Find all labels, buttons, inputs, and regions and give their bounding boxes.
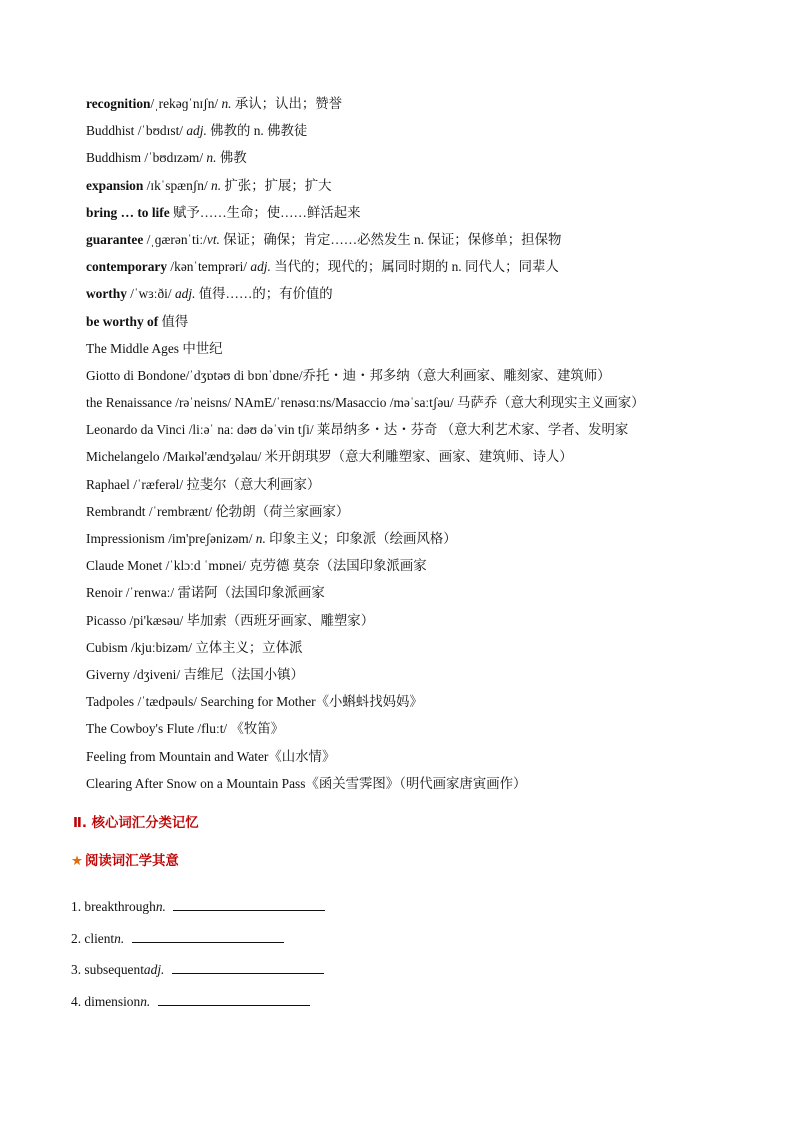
part-of-speech: n.	[255, 531, 266, 546]
phonetic: Buddhism /ˈbʊdɪzəm/	[86, 150, 207, 166]
vocab-entry	[86, 611, 776, 638]
vocab-entry	[86, 312, 776, 339]
meaning: 毕加索（西班牙画家、雕塑家）	[186, 612, 375, 628]
headword: guarantee	[86, 231, 144, 247]
exercise-list	[71, 896, 325, 1022]
answer-blank[interactable]	[173, 896, 325, 911]
phonetic: the Renaissance /rəˈneisns/ NAmE/ˈrenəsɑːns/Masaccio /məˈsaːtʃəu/	[86, 395, 458, 411]
phonetic: /ɪkˈspænʃn/	[143, 177, 212, 193]
part-of-speech: adj.	[174, 286, 196, 302]
phonetic: Feeling from Mountain and Water	[86, 748, 269, 764]
meaning: 伦勃朗（荷兰家画家）	[215, 503, 350, 519]
vocab-entry	[86, 583, 776, 610]
vocab-entry	[86, 747, 776, 774]
subsection-heading	[71, 850, 179, 869]
meaning: 赋予……生命；使……鲜活起来	[173, 204, 361, 220]
phonetic: Impressionism /im'preʃənizəm/	[86, 531, 256, 546]
vocab-entry	[86, 475, 776, 502]
phonetic: Michelangelo /Maɪkəl'ændʒəlau/	[86, 449, 265, 465]
answer-blank[interactable]	[158, 991, 310, 1006]
part-of-speech: n.	[221, 96, 232, 111]
exercise-word: client	[84, 930, 115, 946]
star-icon: ★	[71, 854, 84, 869]
vocab-entry	[86, 257, 776, 284]
meaning: 佛教	[216, 150, 247, 166]
meaning: 佛教的 n. 佛教徒	[206, 123, 308, 139]
meaning: 米开朗琪罗（意大利雕塑家、画家、建筑师、诗人）	[264, 449, 573, 465]
meaning: 当代的；现代的；属同时期的 n. 同代人；同辈人	[270, 259, 559, 275]
answer-blank[interactable]	[172, 959, 324, 974]
phonetic: Rembrandt /ˈrembrænt/	[86, 503, 216, 519]
exercise-pos: n.	[155, 899, 166, 914]
headword: contemporary	[86, 259, 168, 275]
meaning: 值得……的；有价值的	[195, 286, 333, 302]
phonetic: Clearing After Snow on a Mountain Pass	[86, 775, 306, 791]
meaning: 马萨乔（意大利现实主义画家）	[457, 395, 645, 411]
vocab-entry	[86, 719, 776, 746]
meaning: 拉斐尔（意大利画家）	[186, 476, 321, 492]
subsection-title: 阅读词汇学其意	[85, 854, 179, 869]
vocab-entry	[86, 556, 776, 583]
part-of-speech: adj.	[250, 259, 271, 275]
vocab-entry	[86, 366, 776, 393]
headword: expansion	[86, 177, 144, 193]
exercise-word: dimension	[84, 993, 141, 1009]
phonetic: The Middle Ages	[86, 340, 183, 356]
vocab-entry	[86, 502, 776, 529]
vocab-entry	[86, 230, 776, 257]
headword: worthy	[86, 286, 127, 302]
vocabulary-list	[86, 94, 776, 801]
meaning: 《函关雪霁图》（明代画家唐寅画作）	[305, 775, 527, 791]
meaning: 雷诺阿（法国印象派画家	[177, 585, 325, 601]
exercise-pos: n.	[140, 993, 151, 1009]
meaning: 《牧笛》	[230, 721, 285, 737]
phonetic: /ˌɡærənˈtiː/	[143, 231, 207, 247]
part-of-speech: n.	[211, 177, 222, 193]
meaning: 印象主义；印象派（绘画风格）	[265, 531, 457, 546]
exercise-pos: adj.	[143, 962, 165, 977]
part-of-speech: n.	[206, 150, 217, 166]
vocab-entry	[86, 176, 776, 203]
answer-blank[interactable]	[132, 928, 284, 943]
vocab-entry	[86, 638, 776, 665]
phonetic: /ˈwɜːði/	[126, 286, 175, 302]
exercise-item	[71, 896, 325, 928]
vocab-entry	[86, 665, 776, 692]
exercise-number: 4.	[71, 993, 82, 1009]
exercise-number: 2.	[71, 930, 82, 946]
phonetic: Giverny /dʒiveni/	[86, 666, 184, 682]
vocab-entry	[86, 203, 776, 230]
vocab-entry	[86, 692, 776, 719]
meaning: 《小蝌蚪找妈妈》	[315, 694, 423, 710]
vocab-entry	[86, 393, 776, 420]
meaning: 承认；认出；赞誉	[231, 96, 343, 111]
phonetic: Renoir /ˈrenwaː/	[86, 585, 178, 601]
vocab-entry	[86, 148, 776, 175]
phonetic: /ˌrekəɡˈnɪʃn/	[150, 96, 222, 111]
vocab-entry	[86, 420, 776, 447]
headword: recognition	[86, 96, 151, 111]
exercise-item	[71, 991, 325, 1023]
headword: bring … to life	[86, 204, 170, 220]
exercise-item	[71, 928, 325, 960]
part-of-speech: adj.	[186, 123, 207, 139]
meaning: 吉维尼（法国小镇）	[183, 666, 304, 682]
phonetic: Leonardo da Vinci /liːəˈ naː dəʊ dəˈvin tʃi/	[86, 422, 317, 438]
vocab-entry	[86, 121, 776, 148]
phonetic: Claude Monet /ˈklɔːd ˈmɒnei/	[86, 558, 250, 574]
exercise-number: 1.	[71, 899, 82, 914]
exercise-number: 3.	[71, 962, 82, 977]
phonetic: /kənˈtemprəri/	[167, 259, 251, 275]
phonetic: Tadpoles /ˈtædpəuls/ Searching for Mother	[86, 694, 316, 710]
meaning: 立体主义；立体派	[195, 639, 303, 655]
meaning: 克劳德 莫奈（法国印象派画家	[249, 558, 427, 574]
phonetic: Giotto di Bondone/ˈdʒɒtəʊ di bɒnˈdɒne/	[86, 367, 303, 383]
vocab-entry	[86, 339, 776, 366]
exercise-word: breakthrough	[84, 899, 156, 914]
headword: be worthy of	[86, 313, 159, 329]
vocab-entry	[86, 774, 776, 801]
part-of-speech: vt.	[206, 231, 220, 247]
phonetic: The Cowboy's Flute /fluːt/	[86, 721, 231, 737]
exercise-item	[71, 959, 325, 991]
phonetic: Cubism /kjuːbizəm/	[86, 639, 196, 655]
meaning: 《山水情》	[268, 748, 336, 764]
meaning: 扩张；扩展；扩大	[221, 177, 332, 193]
section-heading: Ⅱ. 核心词汇分类记忆	[73, 816, 199, 831]
vocab-entry	[86, 529, 776, 556]
vocab-entry	[86, 94, 776, 121]
exercise-word: subsequent	[84, 962, 144, 977]
meaning: 莱昂纳多・达・芬奇 （意大利艺术家、学者、发明家	[316, 422, 629, 438]
meaning: 保证；确保；肯定……必然发生 n. 保证；保修单；担保物	[219, 231, 562, 247]
phonetic: Raphael /ˈræferəl/	[86, 476, 187, 492]
meaning: 乔托・迪・邦多纳（意大利画家、雕刻家、建筑师）	[302, 367, 611, 383]
meaning: 中世纪	[182, 340, 223, 356]
phonetic: Picasso /pi'kæsəu/	[86, 612, 187, 628]
phonetic: Buddhist /ˈbʊdɪst/	[86, 123, 187, 139]
meaning: 值得	[161, 313, 189, 329]
vocab-entry	[86, 284, 776, 311]
exercise-pos: n.	[114, 930, 125, 946]
vocab-entry	[86, 447, 776, 474]
